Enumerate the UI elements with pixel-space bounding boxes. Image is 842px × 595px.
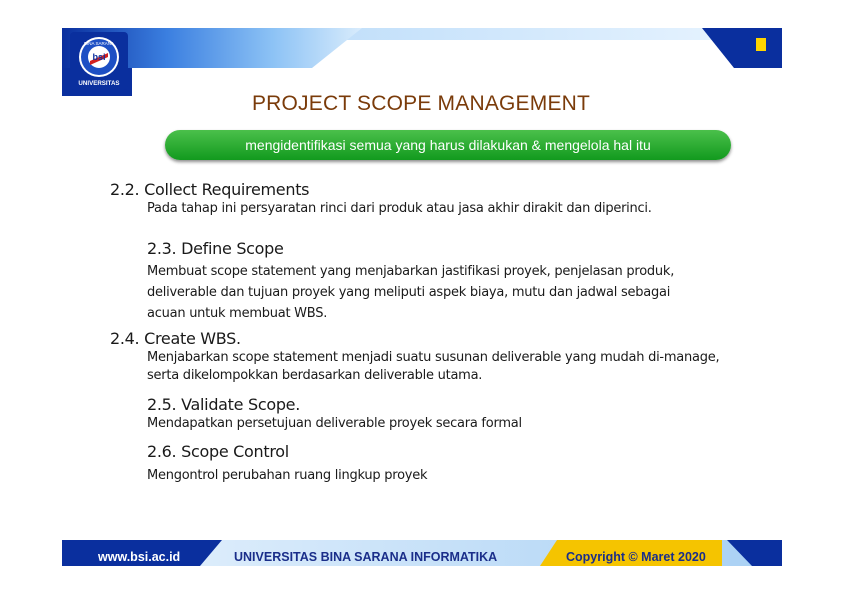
section-body-validate-scope: Mendapatkan persetujuan deliverable proyek secara formal <box>147 416 522 431</box>
logo-text-top: BINA SARANA <box>83 41 115 46</box>
section-body-create-wbs: Menjabarkan scope statement menjadi suatu susunan deliverable yang mudah di-manage, serta dikelompokkan berdasarkan deliverable utama. <box>147 350 720 383</box>
section-body-collect-requirements: Pada tahap ini persyaratan rinci dari produk atau jasa akhir dirakit dan diperinci. <box>147 201 652 216</box>
section-heading-validate-scope: 2.5. Validate Scope. <box>147 395 301 414</box>
footer-copyright: Copyright © Maret 2020 <box>566 550 706 564</box>
section-heading-define-scope: 2.3. Define Scope <box>147 239 284 258</box>
section-body-scope-control: Mengontrol perubahan ruang lingkup proyek <box>147 468 428 483</box>
section-heading-collect-requirements: 2.2. Collect Requirements <box>110 180 310 199</box>
footer-university: UNIVERSITAS BINA SARANA INFORMATIKA <box>234 550 498 564</box>
section-body-define-scope: Membuat scope statement yang menjabarkan jastifikasi proyek, penjelasan produk, deliverable dan tujuan proyek yang meliputi aspek biaya, mutu dan jadwal sebagai acuan untuk membuat WBS. <box>147 264 675 321</box>
header-band <box>62 28 782 96</box>
logo-mark: bsi <box>92 52 106 62</box>
section-heading-create-wbs: 2.4. Create WBS. <box>110 329 241 348</box>
section-heading-scope-control: 2.6. Scope Control <box>147 442 289 461</box>
university-logo <box>70 32 128 90</box>
logo-text-bottom: UNIVERSITAS <box>78 80 120 87</box>
footer-website: www.bsi.ac.id <box>98 550 181 564</box>
subtitle-banner: mengidentifikasi semua yang harus dilakukan & mengelola hal itu <box>165 130 731 160</box>
slide-title: PROJECT SCOPE MANAGEMENT <box>251 92 591 115</box>
